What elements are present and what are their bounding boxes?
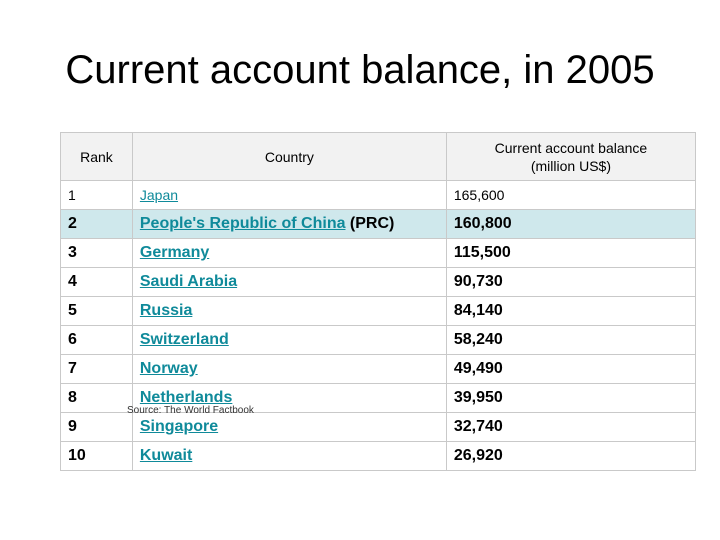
- table-body: [61, 181, 696, 471]
- header-balance-line1: Current account balance: [494, 139, 648, 156]
- country-suffix: (PRC): [345, 215, 395, 232]
- country-link[interactable]: Germany: [139, 244, 210, 261]
- rank-cell: 2: [61, 210, 133, 239]
- country-cell: [132, 268, 446, 297]
- balance-cell: 32,740: [446, 413, 695, 442]
- country-link[interactable]: Russia: [139, 302, 193, 319]
- country-link[interactable]: Saudi Arabia: [139, 273, 238, 290]
- rank-cell: 6: [61, 326, 133, 355]
- country-link[interactable]: People's Republic of China: [139, 215, 346, 232]
- country-cell: [132, 181, 446, 210]
- country-link[interactable]: Norway: [139, 360, 198, 377]
- header-row: [61, 133, 696, 181]
- table-row: [61, 326, 696, 355]
- table-row: [61, 239, 696, 268]
- header-rank: Rank: [61, 133, 133, 181]
- country-link[interactable]: Singapore: [139, 418, 219, 435]
- table-row: [61, 297, 696, 326]
- balance-cell: 160,800: [446, 210, 695, 239]
- balance-cell: 58,240: [446, 326, 695, 355]
- country-cell: [132, 297, 446, 326]
- country-link[interactable]: Japan: [139, 187, 179, 203]
- country-link[interactable]: Kuwait: [139, 447, 193, 464]
- table-row: [61, 181, 696, 210]
- rank-cell: 1: [61, 181, 133, 210]
- rank-cell: 4: [61, 268, 133, 297]
- source-note: Source: The World Factbook: [127, 405, 254, 416]
- country-cell: [132, 239, 446, 268]
- country-cell: [132, 442, 446, 471]
- rank-cell: 9: [61, 413, 133, 442]
- current-account-table: [60, 132, 696, 471]
- country-cell: [132, 326, 446, 355]
- rank-cell: 7: [61, 355, 133, 384]
- table-row: [61, 442, 696, 471]
- rank-cell: 3: [61, 239, 133, 268]
- balance-cell: 84,140: [446, 297, 695, 326]
- rank-cell: 5: [61, 297, 133, 326]
- header-balance-line2: (million US$): [530, 157, 611, 174]
- country-link[interactable]: Netherlands: [139, 389, 233, 406]
- balance-cell: 90,730: [446, 268, 695, 297]
- balance-cell: 26,920: [446, 442, 695, 471]
- country-cell: [132, 210, 446, 239]
- rank-cell: 8: [61, 384, 133, 413]
- table-row: [61, 355, 696, 384]
- balance-cell: 115,500: [446, 239, 695, 268]
- table-header: [61, 133, 696, 181]
- table-row: [61, 210, 696, 239]
- page-title: Current account balance, in 2005: [65, 48, 655, 92]
- country-link[interactable]: Switzerland: [139, 331, 229, 348]
- table-row: [61, 268, 696, 297]
- header-country: Country: [132, 133, 446, 181]
- rank-cell: 10: [61, 442, 133, 471]
- balance-cell: 39,950: [446, 384, 695, 413]
- balance-cell: 165,600: [446, 181, 695, 210]
- balance-cell: 49,490: [446, 355, 695, 384]
- header-balance: [446, 133, 695, 181]
- country-cell: [132, 355, 446, 384]
